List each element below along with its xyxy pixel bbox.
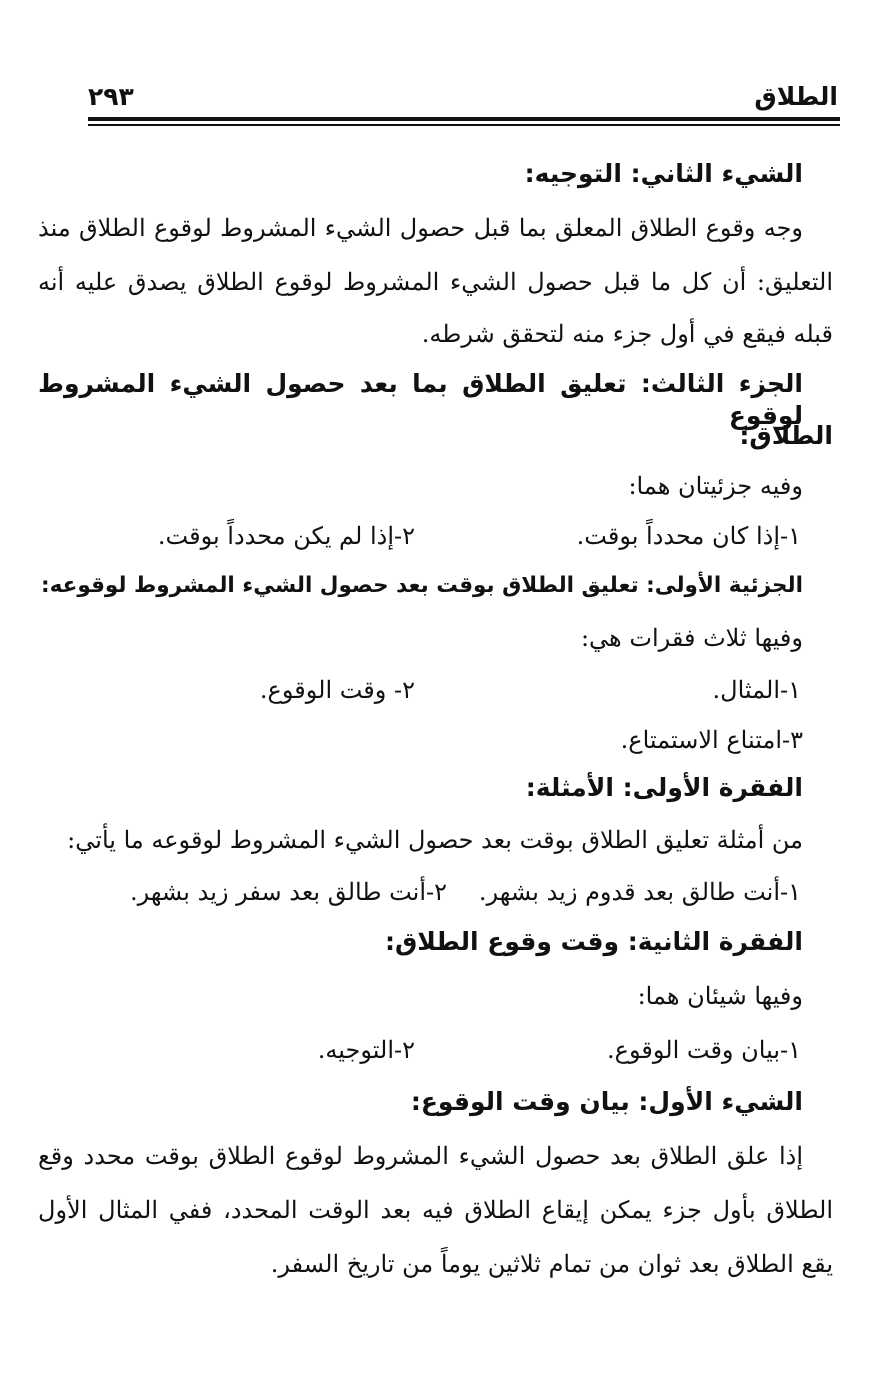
heading-first-paragraph-examples: الفقرة الأولى: الأمثلة: [525, 773, 803, 802]
list-item: ٢- وقت الوقوع. [259, 676, 415, 704]
heading-first-section: الجزئية الأولى: تعليق الطلاق بوقت بعد حصول الشيء المشروط لوقوعه: [41, 573, 803, 598]
paragraph-line: الطلاق بأول جزء يمكن إيقاع الطلاق فيه بعد الوقت المحدد، ففي المثال الأول [38, 1196, 833, 1224]
paragraph-line: من أمثلة تعليق الطلاق بوقت بعد حصول الشيء المشروط لوقوعه ما يأتي: [67, 826, 803, 854]
list-item: ٣-امتناع الاستمتاع. [620, 726, 803, 754]
list-item: ٢-التوجيه. [317, 1036, 415, 1064]
list-item: ٢-أنت طالق بعد سفر زيد بشهر. [129, 878, 447, 906]
heading-third-part-cont: الطلاق: [739, 421, 833, 450]
paragraph-line: وفيه جزئيتان هما: [628, 472, 803, 500]
subheading-first-thing: الشيء الأول: بيان وقت الوقوع: [410, 1087, 803, 1116]
paragraph-line: التعليق: أن كل ما قبل حصول الشيء المشروط لوقوع الطلاق يصدق عليه أنه [38, 268, 833, 296]
paragraph-line: إذا علق الطلاق بعد حصول الشيء المشروط لوقوع الطلاق بوقت محدد وقع [38, 1142, 803, 1170]
list-item: ١-أنت طالق بعد قدوم زيد بشهر. [478, 878, 801, 906]
header-rule-thin [88, 124, 840, 126]
paragraph-line: وجه وقوع الطلاق المعلق بما قبل حصول الشيء المشروط لوقوع الطلاق منذ [38, 214, 803, 242]
subheading-second-thing-justification: الشيء الثاني: التوجيه: [524, 159, 803, 188]
list-item: ١-بيان وقت الوقوع. [607, 1036, 801, 1064]
paragraph-line: يقع الطلاق بعد ثوان من تمام ثلاثين يوماً من تاريخ السفر. [270, 1250, 833, 1278]
running-header [88, 78, 838, 120]
paragraph-line: وفيها ثلاث فقرات هي: [580, 624, 803, 652]
heading-second-paragraph: الفقرة الثانية: وقت وقوع الطلاق: [384, 927, 803, 956]
list-item: ١-إذا كان محدداً بوقت. [576, 522, 801, 550]
chapter-title: الطلاق [754, 82, 838, 111]
heading-third-part: الجزء الثالث: تعليق الطلاق بما بعد حصول الشيء المشروط لوقوع [38, 369, 803, 430]
paragraph-line: وفيها شيئان هما: [637, 982, 803, 1010]
paragraph-line: قبله فيقع في أول جزء منه لتحقق شرطه. [421, 320, 833, 348]
list-item: ٢-إذا لم يكن محدداً بوقت. [157, 522, 415, 550]
page-number: ٢٩٣ [88, 82, 134, 111]
header-rule-thick [88, 117, 840, 121]
list-item: ١-المثال. [712, 676, 801, 704]
